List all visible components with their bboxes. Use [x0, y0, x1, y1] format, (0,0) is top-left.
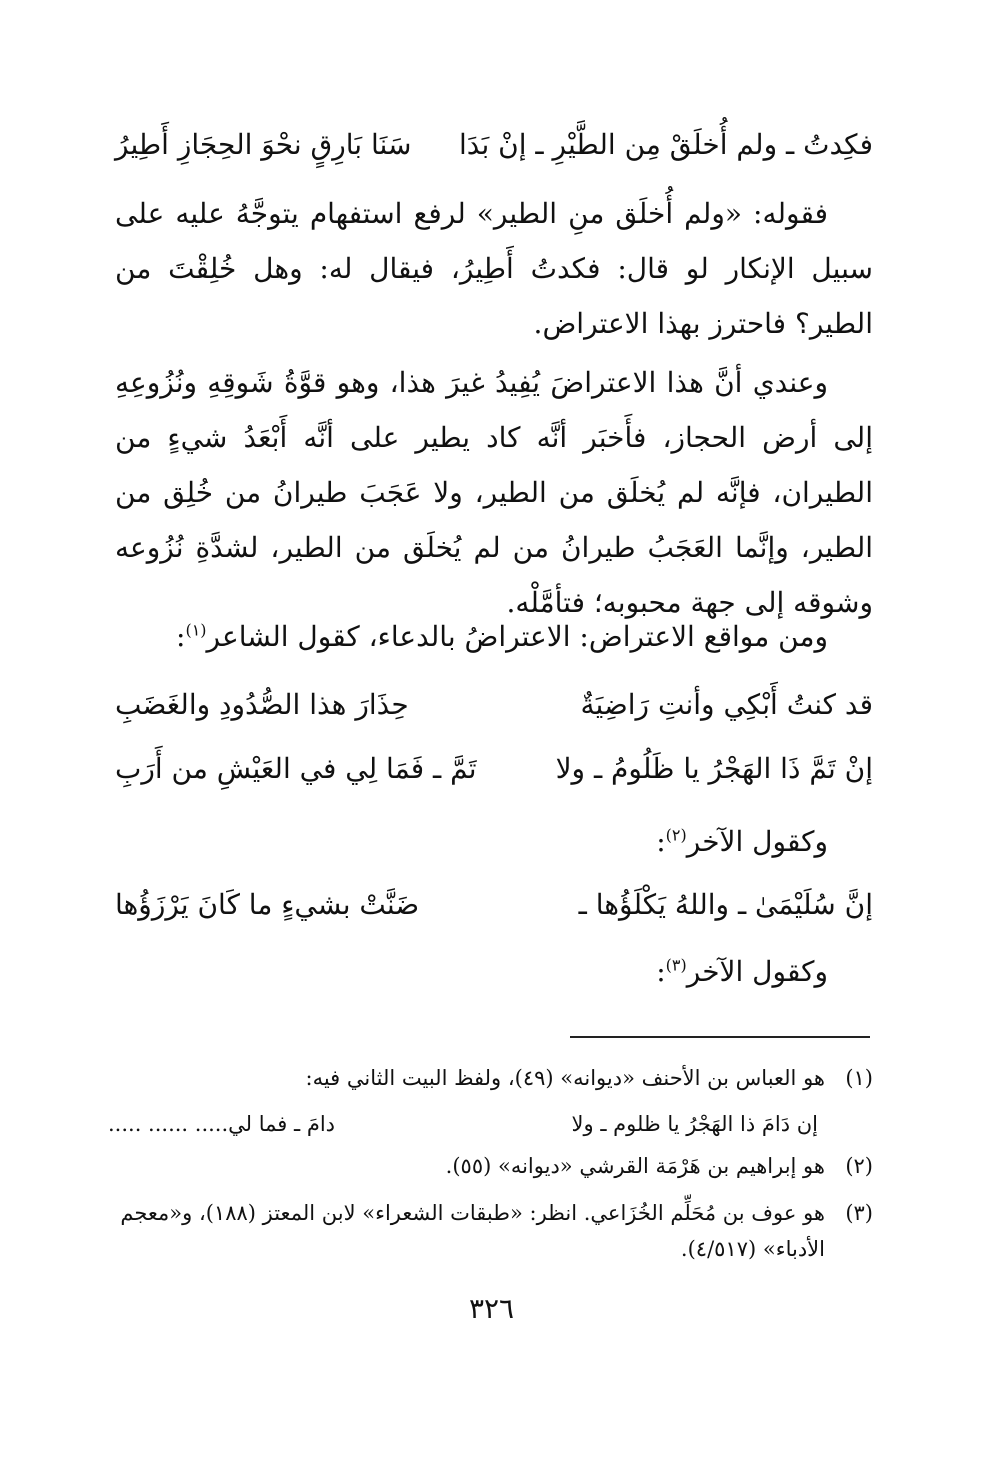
footnote-ref-2: (٢): [665, 825, 687, 845]
paragraph-3: [176, 620, 828, 653]
verse-hemistich-second: تَمَّ ـ فَمَا لِي في العَيْشِ من أَرَبِ: [115, 752, 477, 785]
verse-hemistich-second: سَنَا بَارِقٍ نحْوَ الحِجَازِ أَطِيرُ: [115, 128, 412, 161]
footnote-3-text: هو عوف بن مُحَلِّم الخُزَاعي. انظر: «طبقات الشعراء» لابن المعتز (١٨٨)، و«معجم الأدباء» (٤/٥١٧).: [120, 1201, 825, 1261]
paragraph-3-colon: :: [176, 620, 186, 653]
verse-hemistich-second: حِذَارَ هذا الصُّدُودِ والغَضَبِ: [115, 688, 409, 721]
verse-hemistich-first: إنْ تَمَّ ذَا الهَجْرُ يا ظَلُومُ ـ ولا: [555, 752, 873, 785]
footnote-verse: [108, 1112, 818, 1146]
intro-3-text: وكقول الآخر: [686, 955, 828, 988]
paragraph-1: فقوله: «ولم أُخلَق منِ الطير» لرفع استفهام يتوجَّهُ عليه على سبيل الإنكار لو قال: فكدتُ أَطِيرُ، فيقال له: وهل خُلِقْتَ من الطير؟ فاحترز بهذا الاعتراض.: [115, 197, 873, 340]
footnote-3: [108, 1195, 873, 1267]
intro-3: [656, 955, 828, 988]
verse-2-line-1: [115, 688, 873, 738]
intro-3-colon: :: [656, 955, 666, 988]
intro-2-colon: :: [656, 825, 666, 858]
footnote-1: [108, 1060, 873, 1096]
footnote-2-number: (٢): [845, 1154, 873, 1178]
verse-hemistich-first: قد كنتُ أَبْكِي وأنتِ رَاضِيَةٌ: [580, 688, 873, 721]
footnote-2-text: هو إبراهيم بن هَرْمَة القرشي «ديوانه» (٥٥).: [445, 1154, 825, 1178]
paragraph-3-text: ومن مواقع الاعتراض: الاعتراضُ بالدعاء، كقول الشاعر: [206, 620, 828, 653]
footnote-ref-3: (٣): [665, 955, 687, 975]
footnote-separator: [570, 1036, 870, 1038]
verse-hemistich-first: إنَّ سُلَيْمَىٰ ـ واللهُ يَكْلَؤُها ـ: [578, 888, 873, 921]
footnote-verse-hemistich-first: إن دَامَ ذا الهَجْرُ يا ظلوم ـ ولا: [571, 1112, 818, 1136]
verse-3-line: [115, 888, 873, 938]
verse-2-line-2: [115, 752, 873, 802]
footnote-2: [108, 1148, 873, 1184]
footnote-ref-1: (١): [185, 620, 207, 640]
footnote-1-number: (١): [845, 1066, 873, 1090]
verse-line-top: [115, 128, 873, 178]
verse-hemistich-first: فكِدتُ ـ ولم أُخلَقْ مِن الطَّيْرِ ـ إنْ بَدَا: [458, 128, 873, 161]
footnote-1-text: هو العباس بن الأحنف «ديوانه» (٤٩)، ولفظ البيت الثاني فيه:: [305, 1066, 825, 1090]
footnote-3-number: (٣): [845, 1201, 873, 1225]
paragraph-2: وعندي أنَّ هذا الاعتراضَ يُفِيدُ غيرَ هذا، وهو قوَّةُ شَوقِهِ ونُزُوعِهِ إلى أرض الحجاز، فأَخبَر أنَّه كاد يطير على أنَّه أَبْعَدُ شيءٍ من الطيران، فإنَّه لم يُخلَق من الطير، ولا عَجَبَ طيرانُ من خُلِق من الطير، وإنَّما العَجَبُ طيرانُ من لم يُخلَق من الطير، لشدَّةِ نُزُوعه وشوقه إلى جهة محبوبه؛ فتأمَّلْه.: [115, 366, 873, 619]
intro-2: [656, 825, 828, 858]
verse-hemistich-second: ضَنَّتْ بشيءٍ ما كَانَ يَرْزَؤُها: [115, 888, 420, 921]
page-number: ٣٢٦: [468, 1292, 515, 1325]
footnote-verse-hemistich-second: دامَ ـ فما لي..... ...... .....: [108, 1112, 336, 1136]
intro-2-text: وكقول الآخر: [686, 825, 828, 858]
